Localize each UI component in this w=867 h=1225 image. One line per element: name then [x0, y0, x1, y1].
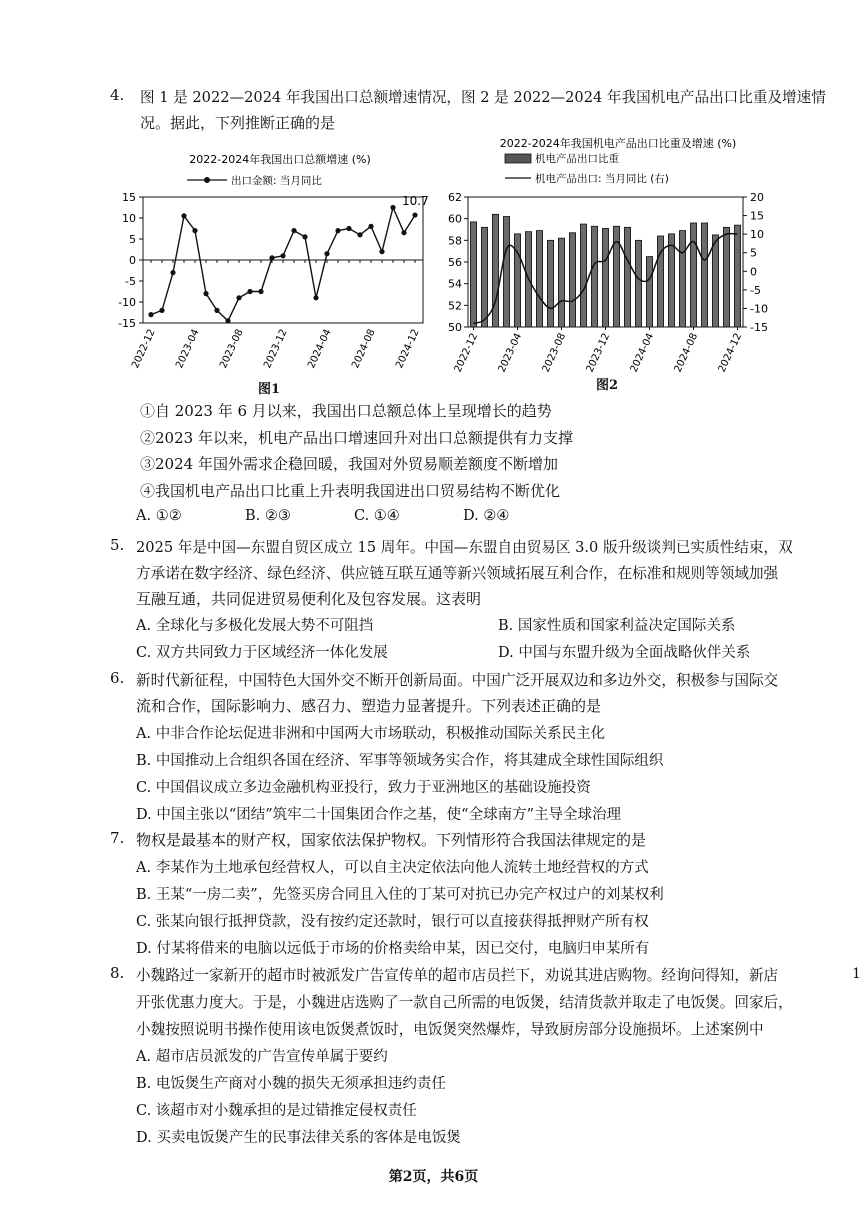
y-tick-label: 52	[448, 299, 462, 313]
data-point	[170, 270, 175, 275]
chart-title: 2022-2024年我国出口总额增速 (%)	[189, 153, 371, 166]
q6-option-b[interactable]: B. 中国推动上合组织各国在经济、军事等领域务实合作，将其建成全球性国际组织	[136, 753, 664, 769]
question-8-line-3: 小魏按照说明书操作使用该电饭煲煮饭时，电饭煲突然爆炸，导致厨房部分设施损坏。上述案例中	[136, 1021, 764, 1038]
statement-1: ①自 2023 年 6 月以来，我国出口总额总体上呈现增长的趋势	[140, 402, 552, 420]
y2-tick-label: 5	[750, 246, 757, 260]
data-point	[324, 251, 329, 256]
question-4-stem-line-1: 图 1 是 2022—2024 年我国出口总额增速情况，图 2 是 2022—2024 年我国机电产品出口比重及增速情	[140, 89, 826, 106]
q8-option-d[interactable]: D. 买卖电饭煲产生的民事法律关系的客体是电饭煲	[136, 1130, 461, 1146]
bar	[723, 227, 729, 327]
data-point	[346, 226, 351, 231]
data-point	[258, 289, 263, 294]
bar	[514, 234, 520, 327]
statement-3: ③2024 年国外需求企稳回暖，我国对外贸易顺差额度不断增加	[140, 455, 558, 473]
bar	[547, 240, 553, 327]
question-8-line-1: 小魏路过一家新开的超市时被派发广告宣传单的超市店员拦下，劝说其进店购物。经询问得知，新店	[136, 967, 779, 984]
x-tick-label: 2024-08	[350, 327, 378, 371]
data-point	[313, 295, 318, 300]
bar	[679, 231, 685, 327]
q5-option-b[interactable]: B. 国家性质和国家利益决定国际关系	[498, 618, 736, 634]
x-tick-label: 2024-04	[628, 331, 657, 375]
data-point	[390, 205, 395, 210]
question-6-line-1: 新时代新征程，中国特色大国外交不断开创新局面。中国广泛开展双边和多边外交，积极参与国际交	[136, 672, 779, 689]
legend-label-bars: 机电产品出口比重	[535, 153, 619, 165]
q4-option-a[interactable]: A. ①②	[136, 508, 182, 524]
q6-option-d[interactable]: D. 中国主张以“团结”筑牢二十国集团合作之基，使“全球南方”主导全球治理	[136, 807, 621, 823]
question-5-line-2: 方承诺在数字经济、绿色经济、供应链互联互通等新兴领域拓展互利合作，在标准和规则等领域加强	[136, 565, 779, 582]
data-point	[236, 295, 241, 300]
x-tick-label: 2023-12	[584, 331, 613, 375]
y2-tick-label: 10	[750, 228, 764, 242]
chart-legend	[505, 152, 669, 185]
y-tick-label: 56	[448, 256, 462, 269]
q5-option-d[interactable]: D. 中国与东盟升级为全面战略伙伴关系	[498, 645, 751, 661]
x-tick-label: 2024-12	[716, 331, 745, 375]
question-8-line-2: 开张优惠力度大。于是，小魏进店选购了一款自己所需的电饭煲，结清货款并取走了电饭煲。回家后，	[136, 994, 793, 1011]
bar	[503, 217, 509, 328]
y2-tick-label: -5	[750, 283, 761, 297]
question-5-number: 5.	[110, 536, 125, 554]
data-point	[192, 228, 197, 233]
x-tick-label: 2022-12	[130, 327, 158, 371]
legend-label: 出口金额: 当月同比	[231, 175, 322, 187]
q4-option-b[interactable]: B. ②③	[245, 508, 291, 524]
y2-tick-label: 15	[750, 209, 764, 223]
q7-option-a[interactable]: A. 李某作为土地承包经营权人，可以自主决定依法向他人流转土地经营权的方式	[136, 860, 649, 876]
data-point	[203, 291, 208, 296]
x-tick-label: 2022-12	[452, 331, 481, 375]
bar	[624, 227, 630, 327]
y-tick-label: 50	[448, 321, 462, 334]
q5-option-a[interactable]: A. 全球化与多极化发展大势不可阻挡	[136, 618, 374, 634]
statement-2: ②2023 年以来，机电产品出口增速回升对出口总额提供有力支撑	[140, 429, 573, 447]
bar	[569, 233, 575, 327]
bar	[558, 238, 564, 327]
bar	[646, 257, 652, 327]
y-tick-label: 0	[129, 254, 136, 267]
data-point	[148, 312, 153, 317]
y-tick-label: 58	[448, 234, 462, 248]
data-label: 10.7	[402, 194, 429, 209]
y-tick-label: 62	[448, 191, 462, 204]
bar	[635, 240, 641, 327]
data-point	[280, 253, 285, 258]
data-point	[379, 249, 384, 254]
data-point	[368, 224, 373, 229]
x-tick-label: 2023-08	[540, 331, 569, 375]
legend-label-line: 机电产品出口: 当月同比 (右)	[535, 173, 669, 185]
data-point	[291, 228, 296, 233]
data-point	[225, 318, 230, 323]
bar	[602, 228, 608, 327]
y2-tick-label: -10	[750, 302, 768, 316]
x-tick-label: 2023-12	[262, 327, 290, 371]
bar	[668, 234, 674, 327]
q4-option-c[interactable]: C. ①④	[354, 508, 400, 524]
q7-option-c[interactable]: C. 张某向银行抵押贷款，没有按约定还款时，银行可以直接获得抵押财产所有权	[136, 914, 649, 930]
data-point	[181, 213, 186, 218]
bar	[481, 227, 487, 327]
bar	[580, 224, 586, 327]
data-point	[159, 308, 164, 313]
statement-4: ④我国机电产品出口比重上升表明我国进出口贸易结构不断优化	[140, 482, 561, 500]
figure-2-caption: 图2	[596, 378, 619, 393]
y-tick-label: 5	[129, 233, 136, 246]
data-point	[247, 289, 252, 294]
y-tick-label: -15	[118, 317, 136, 330]
question-7-number: 7.	[110, 829, 125, 847]
question-4-stem-line-2: 况。据此，下列推断正确的是	[140, 114, 336, 132]
margin-mark: 1	[852, 966, 861, 982]
figure-2-bar-line-chart	[438, 130, 783, 385]
q8-option-c[interactable]: C. 该超市对小魏承担的是过错推定侵权责任	[136, 1103, 417, 1119]
q7-option-d[interactable]: D. 付某将借来的电脑以远低于市场的价格卖给申某，因已交付，电脑归申某所有	[136, 941, 650, 957]
bar	[690, 223, 696, 327]
figure-1-caption: 图1	[258, 382, 281, 397]
bar	[536, 231, 542, 327]
x-tick-label: 2023-04	[174, 327, 202, 371]
q6-option-a[interactable]: A. 中非合作论坛促进非洲和中国两大市场联动，积极推动国际关系民主化	[136, 726, 606, 742]
data-point	[269, 255, 274, 260]
q5-option-c[interactable]: C. 双方共同致力于区域经济一体化发展	[136, 645, 388, 661]
bar	[492, 214, 498, 327]
y2-tick-label: -15	[750, 321, 768, 334]
y-tick-label: -5	[125, 275, 136, 288]
x-tick-label: 2023-04	[496, 331, 525, 375]
data-point	[357, 232, 362, 237]
data-point	[302, 234, 307, 239]
x-tick-label: 2024-08	[672, 331, 701, 375]
chart-title: 2022-2024年我国机电产品出口比重及增速 (%)	[499, 137, 737, 150]
y-tick-label: 54	[448, 277, 462, 291]
bar	[470, 222, 476, 327]
question-7-line-1: 物权是最基本的财产权，国家依法保护物权。下列情形符合我国法律规定的是	[136, 831, 647, 849]
data-point	[214, 308, 219, 313]
y-tick-label: 10	[122, 212, 136, 225]
q8-option-b[interactable]: B. 电饭煲生产商对小魏的损失无须承担违约责任	[136, 1076, 446, 1092]
y-tick-label: 60	[448, 212, 462, 226]
q4-option-d[interactable]: D. ②④	[463, 508, 510, 524]
data-point	[335, 228, 340, 233]
question-4-number: 4.	[110, 86, 125, 104]
y2-tick-label: 0	[750, 265, 757, 279]
page-footer: 第2页，共6页	[388, 1169, 479, 1185]
bar	[734, 225, 740, 327]
figure-1-line-chart	[105, 145, 435, 390]
data-point	[412, 212, 417, 217]
data-point	[401, 230, 406, 235]
q6-option-c[interactable]: C. 中国倡议成立多边金融机构亚投行，致力于亚洲地区的基础设施投资	[136, 780, 591, 796]
question-5-line-3: 互融互通，共同促进贸易便利化及包容发展。这表明	[136, 590, 482, 608]
bar	[712, 235, 718, 327]
x-tick-label: 2023-08	[218, 327, 246, 371]
y2-tick-label: 20	[750, 191, 764, 204]
question-6-line-2: 流和合作，国际影响力、感召力、塑造力显著提升。下列表述正确的是	[136, 697, 602, 715]
chart-legend	[187, 174, 322, 187]
series-line	[151, 208, 415, 321]
x-tick-label: 2024-04	[306, 327, 334, 371]
y-tick-label: 15	[122, 191, 136, 204]
y-tick-label: -10	[118, 296, 136, 309]
question-5-line-1: 2025 年是中国—东盟自贸区成立 15 周年。中国—东盟自由贸易区 3.0 版升级谈判已实质性结束，双	[136, 539, 793, 556]
question-8-number: 8.	[110, 964, 125, 982]
bar	[591, 226, 597, 327]
question-6-number: 6.	[110, 669, 125, 687]
x-tick-label: 2024-12	[394, 327, 422, 371]
q7-option-b[interactable]: B. 王某“一房二卖”，先签买房合同且入住的丁某可对抗已办完产权过户的刘某权利	[136, 887, 664, 903]
q8-option-a[interactable]: A. 超市店员派发的广告宣传单属于要约	[136, 1049, 388, 1065]
bar	[701, 223, 707, 327]
